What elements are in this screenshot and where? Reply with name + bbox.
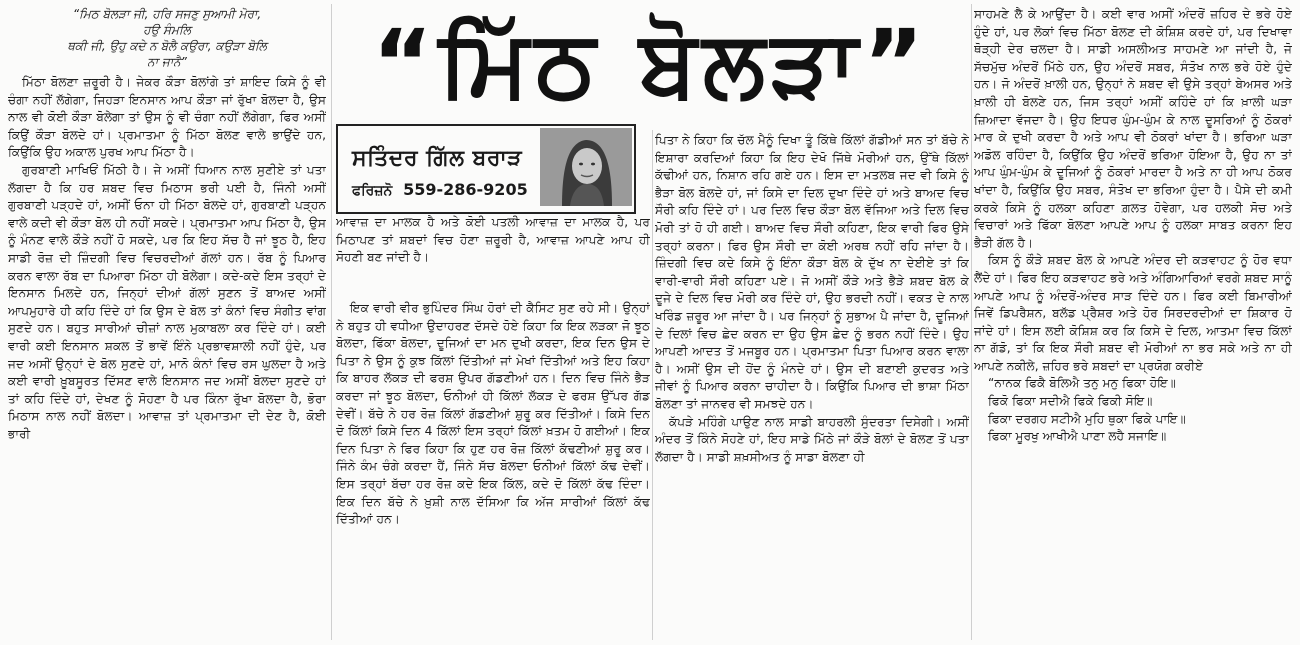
- verse-line: “ਨਾਨਕ ਫਿਕੈ ਬੋਲਿਐ ਤਨੁ ਮਨੁ ਫਿਕਾ ਹੋਇ॥: [988, 376, 1177, 391]
- quote-line: ਨਾ ਜਾਨੈ”: [147, 55, 187, 69]
- verse-line: ਫਿਕਾ ਮੂਰਖੁ ਆਖੀਐ ਪਾਣਾ ਲਹੈ ਸਜਾਇ॥: [988, 429, 1167, 444]
- article-column-1: [8, 6, 326, 642]
- quote-line: ਥਕੀ ਜੀ, ਉਹੁ ਕਦੇ ਨ ਬੋਲੈ ਕਉਰਾ, ਕਉੜਾ ਬੋਲਿ: [67, 39, 267, 53]
- author-photo: [540, 128, 632, 206]
- paragraph: ਮਿੱਠਾ ਬੋਲਣਾ ਜ਼ਰੂਰੀ ਹੈ। ਜੇਕਰ ਕੌੜਾ ਬੋਲਾਂਗੇ ਤਾਂ ਸ਼ਾਇਦ ਕਿਸੇ ਨੂੰ ਵੀ ਚੰਗਾ ਨਹੀਂ ਲੱਗੇਗਾ, ਜਿਹੜਾ ਇਨਸਾਨ ਆਪ ਕੌੜਾ ਜਾਂ ਰੁੱਖਾ ਬੋਲਦਾ ਹੈ, ਉਸ ਨਾਲ ਵੀ ਕੋਈ ਕੌੜਾ ਬੋਲੇਗਾ ਤਾਂ ਉਸ ਨੂੰ ਵੀ ਚੰਗਾ ਨਹੀਂ ਲੱਗੇਗਾ, ਫਿਰ ਅਸੀਂ ਕਿਉਂ ਕੌੜਾ ਬੋਲਦੇ ਹਾਂ। ਪ੍ਰਮਾਤਮਾ ਨੂੰ ਮਿੱਠਾ ਬੋਲਣ ਵਾਲੇ ਭਾਉਂਦੇ ਹਨ, ਕਿਉਂਕਿ ਉਹ ਅਕਾਲ ਪੁਰਖ ਆਪ ਮਿੱਠਾ ਹੈ।: [8, 75, 326, 160]
- author-byline-box: [336, 124, 636, 214]
- author-name: ਸਤਿੰਦਰ ਗਿੱਲ ਬਰਾੜ: [352, 146, 523, 171]
- paragraph: ਸਾਹਮਣੇ ਲੈ ਕੇ ਆਉਂਦਾ ਹੈ। ਕਈ ਵਾਰ ਅਸੀਂ ਅੰਦਰੋਂ ਜ਼ਹਿਰ ਦੇ ਭਰੇ ਹੋਏ ਹੁੰਦੇ ਹਾਂ, ਪਰ ਲੋਕਾਂ ਵਿਚ ਮਿੱਠਾ ਬੋਲਣ ਦੀ ਕੋਸ਼ਿਸ਼ ਕਰਦੇ ਹਾਂ, ਪਰ ਦਿਖਾਵਾ ਥੋੜ੍ਹੀ ਦੇਰ ਚਲਦਾ ਹੈ। ਸਾਡੀ ਅਸਲੀਅਤ ਸਾਹਮਣੇ ਆ ਜਾਂਦੀ ਹੈ, ਜੋ ਸੱਚਮੁੱਚ ਅੰਦਰੋਂ ਮਿੱਠੇ ਹਨ, ਉਹ ਅੰਦਰੋਂ ਸਬਰ, ਸੰਤੋਖ ਨਾਲ ਭਰੇ ਹੋਏ ਹੁੰਦੇ ਹਨ। ਜੋ ਅੰਦਰੋਂ ਖ਼ਾਲੀ ਹਨ, ਉਨ੍ਹਾਂ ਨੇ ਸ਼ਬਦ ਵੀ ਉਸੇ ਤਰ੍ਹਾਂ ਬੇਅਸਰ ਅਤੇ ਖ਼ਾਲੀ ਹੀ ਬੋਲਣੇ ਹਨ, ਜਿਸ ਤਰ੍ਹਾਂ ਅਸੀਂ ਕਹਿੰਦੇ ਹਾਂ ਕਿ ਖ਼ਾਲੀ ਘੜਾ ਜ਼ਿਆਦਾ ਵੱਜਦਾ ਹੈ। ਉਹ ਇਧਰ ਘੁੰਮ-ਘੁੰਮ ਕੇ ਨਾਲ ਦੂਸਰਿਆਂ ਨੂੰ ਠੋਕਰਾਂ ਮਾਰ ਕੇ ਦੁਖੀ ਕਰਦਾ ਹੈ ਅਤੇ ਆਪ ਵੀ ਠੋਕਰਾਂ ਖਾਂਦਾ ਹੈ। ਭਰਿਆ ਘੜਾ ਅਡੋਲ ਰਹਿੰਦਾ ਹੈ, ਕਿਉਂਕਿ ਉਹ ਅੰਦਰੋਂ ਭਰਿਆ ਹੋਇਆ ਹੈ, ਉਹ ਨਾ ਤਾਂ ਆਪ ਘੁੰਮ-ਘੁੰਮ ਕੇ ਦੂਜਿਆਂ ਨੂੰ ਠੋਕਰਾਂ ਮਾਰਦਾ ਹੈ ਅਤੇ ਨਾ ਹੀ ਆਪ ਠੋਕਰ ਖਾਂਦਾ ਹੈ, ਕਿਉਂਕਿ ਉਹ ਸਬਰ, ਸੰਤੋਖ ਦਾ ਭਰਿਆ ਹੁੰਦਾ ਹੈ। ਪੈਸੇ ਦੀ ਕਮੀ ਕਰਕੇ ਕਿਸੇ ਨੂੰ ਹਲਕਾ ਕਹਿਣਾ ਗ਼ਲਤ ਹੋਵੇਗਾ, ਪਰ ਹਲਕੀ ਸੋਚ ਅਤੇ ਵਿਚਾਰਾਂ ਅਤੇ ਫਿੱਕਾ ਬੋਲਣਾ ਆਪਣੇ ਆਪ ਨੂੰ ਹਲਕਾ ਸਾਬਤ ਕਰਨਾ ਇਹ ਭੈੜੀ ਗੱਲ ਹੈ।: [974, 7, 1292, 250]
- article-column-2: [336, 300, 650, 640]
- column-divider: [652, 130, 653, 640]
- column-divider: [331, 4, 332, 640]
- author-contact: [352, 180, 528, 199]
- quote-line: ਹਉ ਸੰਮਲਿ: [143, 23, 191, 37]
- opening-quote: [8, 6, 326, 70]
- paragraph: ਕੱਪੜੇ ਮਹਿੰਗੇ ਪਾਉਣ ਨਾਲ ਸਾਡੀ ਬਾਹਰਲੀ ਸੁੰਦਰਤਾ ਦਿਸੇਗੀ। ਅਸੀਂ ਅੰਦਰ ਤੋਂ ਕਿੰਨੇ ਸੋਹਣੇ ਹਾਂ, ਇਹ ਸਾਡੇ ਮਿੱਠੇ ਜਾਂ ਕੌੜੇ ਬੋਲਾਂ ਦੇ ਬੋਲਣ ਤੋਂ ਪਤਾ ਲੱਗਦਾ ਹੈ। ਸਾਡੀ ਸ਼ਖ਼ਸੀਅਤ ਨੂੰ ਸਾਡਾ ਬੋਲਣਾ ਹੀ: [655, 414, 969, 464]
- article-column-4: [974, 6, 1292, 642]
- paragraph: ਪਿਤਾ ਨੇ ਕਿਹਾ ਕਿ ਚੱਲ ਮੈਨੂੰ ਦਿਖਾ ਤੂੰ ਕਿੱਥੇ ਕਿੱਲਾਂ ਗੱਡੀਆਂ ਸਨ ਤਾਂ ਬੱਚੇ ਨੇ ਇਸ਼ਾਰਾ ਕਰਦਿਆਂ ਕਿਹਾ ਕਿ ਇਹ ਦੇਖੋ ਜਿੱਥੇ ਮੋਰੀਆਂ ਹਨ, ਉੱਥੇ ਕਿੱਲਾਂ ਕੱਢੀਆਂ ਹਨ, ਨਿਸ਼ਾਨ ਰਹਿ ਗਏ ਹਨ। ਇਸ ਦਾ ਮਤਲਬ ਜਦ ਵੀ ਕਿਸੇ ਨੂੰ ਭੈੜਾ ਬੋਲ ਬੋਲਦੇ ਹਾਂ, ਜਾਂ ਕਿਸੇ ਦਾ ਦਿਲ ਦੁਖਾ ਦਿੰਦੇ ਹਾਂ ਅਤੇ ਬਾਅਦ ਵਿਚ ਸੌਰੀ ਕਹਿ ਦਿੰਦੇ ਹਾਂ। ਪਰ ਦਿਲ ਵਿਚ ਕੌੜਾ ਬੋਲ ਵੱਜਿਆ ਅਤੇ ਦਿਲ ਵਿਚ ਮੋਰੀ ਤਾਂ ਹੋ ਹੀ ਗਈ। ਬਾਅਦ ਵਿਚ ਸੌਰੀ ਕਹਿਣਾ, ਇਕ ਵਾਰੀ ਫਿਰ ਉਸੇ ਤਰ੍ਹਾਂ ਕਰਨਾ। ਫਿਰ ਉਸ ਸੌਰੀ ਦਾ ਕੋਈ ਅਰਥ ਨਹੀਂ ਰਹਿ ਜਾਂਦਾ ਹੈ। ਜ਼ਿੰਦਗੀ ਵਿਚ ਕਦੇ ਕਿਸੇ ਨੂੰ ਇੰਨਾ ਕੌੜਾ ਬੋਲ ਕੇ ਦੁੱਖ ਨਾ ਦੇਈਏ ਤਾਂ ਕਿ ਵਾਰੀ-ਵਾਰੀ ਸੌਰੀ ਕਹਿਣਾ ਪਏ। ਜੋ ਅਸੀਂ ਕੌੜੇ ਅਤੇ ਭੈੜੇ ਸ਼ਬਦ ਬੋਲ ਕੇ ਦੂਜੇ ਦੇ ਦਿਲ ਵਿਚ ਮੋਰੀ ਕਰ ਦਿੰਦੇ ਹਾਂ, ਉਹ ਭਰਦੀ ਨਹੀਂ। ਵਕਤ ਦੇ ਨਾਲ ਖਰਿੰਡ ਜ਼ਰੂਰ ਆ ਜਾਂਦਾ ਹੈ। ਪਰ ਜਿਨ੍ਹਾਂ ਨੂੰ ਸੁਭਾਅ ਪੈ ਜਾਂਦਾ ਹੈ, ਦੂਜਿਆਂ ਦੇ ਦਿਲਾਂ ਵਿਚ ਛੇਦ ਕਰਨ ਦਾ ਉਹ ਉਸ ਛੇਦ ਨੂੰ ਭਰਨ ਨਹੀਂ ਦਿੰਦੇ। ਉਹ ਆਪਣੀ ਆਦਤ ਤੋਂ ਮਜਬੂਰ ਹਨ। ਪ੍ਰਮਾਤਮਾ ਪਿਤਾ ਪਿਆਰ ਕਰਨ ਵਾਲਾ ਹੈ। ਅਸੀਂ ਉਸ ਦੀ ਹੋਂਦ ਨੂੰ ਮੰਨਦੇ ਹਾਂ। ਉਸ ਦੀ ਬਣਾਈ ਕੁਦਰਤ ਅਤੇ ਜੀਵਾਂ ਨੂੰ ਪਿਆਰ ਕਰਨਾ ਚਾਹੀਦਾ ਹੈ। ਕਿਉਂਕਿ ਪਿਆਰ ਦੀ ਭਾਸ਼ਾ ਮਿੱਠਾ ਬੋਲਣਾ ਤਾਂ ਜਾਨਵਰ ਵੀ ਸਮਝਦੇ ਹਨ।: [655, 133, 969, 411]
- article-column-2-top: [336, 214, 650, 296]
- article-column-3: [655, 132, 969, 642]
- closing-verse: [974, 375, 1292, 445]
- verse-line: ਫਿਕਾ ਦਰਗਹ ਸਟੀਐ ਮੁਹਿ ਥੁਕਾ ਫਿਕੇ ਪਾਇ॥: [988, 411, 1186, 426]
- paragraph: ਆਵਾਜ਼ ਦਾ ਮਾਲਕ ਹੈ ਅਤੇ ਕੋਈ ਪਤਲੀ ਆਵਾਜ਼ ਦਾ ਮਾਲਕ ਹੈ, ਪਰ ਮਿਠਾਪਣ ਤਾਂ ਸ਼ਬਦਾਂ ਵਿਚ ਹੋਣਾ ਜ਼ਰੂਰੀ ਹੈ, ਆਵਾਜ਼ ਆਪਣੇ ਆਪ ਹੀ ਸੋਹਣੀ ਬਣ ਜਾਂਦੀ ਹੈ।: [336, 215, 650, 265]
- paragraph: ਗੁਰਬਾਣੀ ਮਾਖਿਓਂ ਮਿੱਠੀ ਹੈ। ਜੇ ਅਸੀਂ ਧਿਆਨ ਨਾਲ ਸੁਣੀਏ ਤਾਂ ਪਤਾ ਲੱਗਦਾ ਹੈ ਕਿ ਹਰ ਸ਼ਬਦ ਵਿਚ ਮਿਠਾਸ ਭਰੀ ਪਈ ਹੈ, ਜਿੰਨੀ ਅਸੀਂ ਗੁਰਬਾਣੀ ਪੜ੍ਹਦੇ ਹਾਂ, ਅਸੀਂ ਓਨਾ ਹੀ ਮਿੱਠਾ ਬੋਲਦੇ ਹਾਂ, ਗੁਰਬਾਣੀ ਪੜ੍ਹਨ ਵਾਲੇ ਕਦੀ ਵੀ ਕੌੜਾ ਬੋਲ ਹੀ ਨਹੀਂ ਸਕਦੇ। ਪ੍ਰਮਾਤਮਾ ਆਪ ਮਿੱਠਾ ਹੈ, ਉਸ ਨੂੰ ਮੰਨਣ ਵਾਲੇ ਕੌੜੇ ਨਹੀਂ ਹੋ ਸਕਦੇ, ਪਰ ਕਿ ਇਹ ਸੱਚ ਹੈ ਜਾਂ ਝੂਠ ਹੈ, ਇਹ ਸਾਡੀ ਰੋਜ਼ ਦੀ ਜ਼ਿੰਦਗੀ ਵਿਚ ਵਿਚਰਦੀਆਂ ਗੱਲਾਂ ਹਨ। ਰੱਬ ਨੂੰ ਪਿਆਰ ਕਰਨ ਵਾਲਾ ਰੱਬ ਦਾ ਪਿਆਰਾ ਮਿੱਠਾ ਹੀ ਬੋਲੇਗਾ। ਕਦੇ-ਕਦੇ ਇਸ ਤਰ੍ਹਾਂ ਦੇ ਇਨਸਾਨ ਮਿਲਦੇ ਹਨ, ਜਿਨ੍ਹਾਂ ਦੀਆਂ ਗੱਲਾਂ ਸੁਣਨ ਤੋਂ ਬਾਅਦ ਅਸੀਂ ਆਪਮੁਹਾਰੇ ਹੀ ਕਹਿ ਦਿੰਦੇ ਹਾਂ ਕਿ ਉਸ ਦੇ ਬੋਲ ਤਾਂ ਕੰਨਾਂ ਵਿਚ ਸੰਗੀਤ ਵਾਂਗ ਸੁਣਦੇ ਹਨ। ਬਹੁਤ ਸਾਰੀਆਂ ਚੀਜ਼ਾਂ ਨਾਲ ਮੁਕਾਬਲਾ ਕਰ ਦਿੰਦੇ ਹਾਂ। ਕਈ ਵਾਰੀ ਕਈ ਇਨਸਾਨ ਸ਼ਕਲ ਤੋਂ ਭਾਵੇਂ ਇੰਨੇ ਪ੍ਰਭਾਵਸ਼ਾਲੀ ਨਹੀਂ ਹੁੰਦੇ, ਪਰ ਜਦ ਅਸੀਂ ਉਨ੍ਹਾਂ ਦੇ ਬੋਲ ਸੁਣਦੇ ਹਾਂ, ਮਾਨੋ ਕੰਨਾਂ ਵਿਚ ਰਸ ਘੁਲਦਾ ਹੈ ਅਤੇ ਕਈ ਵਾਰੀ ਖ਼ੂਬਸੂਰਤ ਦਿੱਸਣ ਵਾਲੇ ਇਨਸਾਨ ਜਦ ਅਸੀਂ ਬੋਲਦਾ ਸੁਣਦੇ ਹਾਂ ਤਾਂ ਕਹਿ ਦਿੰਦੇ ਹਾਂ, ਦੇਖਣ ਨੂੰ ਸੋਹਣਾ ਹੈ ਪਰ ਕਿੰਨਾ ਰੁੱਖਾ ਬੋਲਦਾ ਹੈ, ਭੋਰਾ ਮਿਠਾਸ ਨਾਲ ਨਹੀਂ ਬੋਲਦਾ। ਆਵਾਜ਼ ਤਾਂ ਪ੍ਰਮਾਤਮਾ ਦੀ ਦੇਣ ਹੈ, ਕੋਈ ਭਾਰੀ: [8, 162, 326, 441]
- author-location: ਫਰਿਜ਼ਨੋ: [352, 183, 393, 199]
- author-phone: 559-286-9205: [403, 180, 528, 199]
- paragraph: ਕਿਸ ਨੂੰ ਕੌੜੇ ਸ਼ਬਦ ਬੋਲ ਕੇ ਆਪਣੇ ਅੰਦਰ ਦੀ ਕੜਵਾਹਟ ਨੂੰ ਹੋਰ ਵਧਾ ਲੈਂਦੇ ਹਾਂ। ਫਿਰ ਇਹ ਕੜਵਾਹਟ ਭਰੇ ਅਤੇ ਅੰਗਿਆਰਿਆਂ ਵਰਗੇ ਸ਼ਬਦ ਸਾਨੂੰ ਆਪਣੇ ਆਪ ਨੂੰ ਅੰਦਰੋਂ-ਅੰਦਰ ਸਾੜ ਦਿੰਦੇ ਹਨ। ਫਿਰ ਕਈ ਬਿਮਾਰੀਆਂ ਜਿਵੇਂ ਡਿਪਰੈਸ਼ਨ, ਬਲੱਡ ਪ੍ਰੈਸ਼ਰ ਅਤੇ ਹੋਰ ਸਿਰਦਰਦੀਆਂ ਦਾ ਸ਼ਿਕਾਰ ਹੋ ਜਾਂਦੇ ਹਾਂ। ਇਸ ਲਈ ਕੋਸ਼ਿਸ਼ ਕਰ ਕਿ ਕਿਸੇ ਦੇ ਦਿਲ, ਆਤਮਾ ਵਿਚ ਕਿੱਲਾਂ ਨਾ ਗੱਡੋ, ਤਾਂ ਕਿ ਇਕ ਸੌਰੀ ਸ਼ਬਦ ਵੀ ਮੋਰੀਆਂ ਨਾ ਭਰ ਸਕੇ ਅਤੇ ਨਾ ਹੀ ਆਪਣੇ ਨਕੀਲੇ, ਜ਼ਹਿਰ ਭਰੇ ਸ਼ਬਦਾਂ ਦਾ ਪ੍ਰਯੋਗ ਕਰੀਏ: [974, 253, 1292, 373]
- article-headline: “ਮਿੱਠ ਬੋਲੜਾ”: [372, 9, 930, 117]
- quote-line: “ਮਿਠ ਬੋਲੜਾ ਜੀ, ਹਰਿ ਸਜਣੁ ਸੁਆਮੀ ਮੋਰਾ,: [72, 7, 262, 21]
- paragraph: ਇਕ ਵਾਰੀ ਵੀਰ ਭੁਪਿੰਦਰ ਸਿੰਘ ਹੋਰਾਂ ਦੀ ਕੈਸਿਟ ਸੁਣ ਰਹੇ ਸੀ। ਉਨ੍ਹਾਂ ਨੇ ਬਹੁਤ ਹੀ ਵਧੀਆ ਉਦਾਹਰਣ ਦੱਸਦੇ ਹੋਏ ਕਿਹਾ ਕਿ ਇਕ ਲੜਕਾ ਜੋ ਝੂਠ ਬੋਲਦਾ, ਫਿੱਕਾ ਬੋਲਦਾ, ਦੂਜਿਆਂ ਦਾ ਮਨ ਦੁਖੀ ਕਰਦਾ, ਇਕ ਦਿਨ ਉਸ ਦੇ ਪਿਤਾ ਨੇ ਉਸ ਨੂੰ ਕੁਝ ਕਿੱਲਾਂ ਦਿੱਤੀਆਂ ਜਾਂ ਮੇਖਾਂ ਦਿੱਤੀਆਂ ਅਤੇ ਇਹ ਕਿਹਾ ਕਿ ਬਾਹਰ ਲੱਕੜ ਦੀ ਫਰਸ਼ ਉਪਰ ਗੱਡਣੀਆਂ ਹਨ। ਦਿਨ ਵਿਚ ਜਿੰਨੇ ਭੈੜ ਕਰਦਾ ਜਾਂ ਝੂਠ ਬੋਲਦਾ, ਓਨੀਆਂ ਹੀ ਕਿੱਲਾਂ ਲੱਕੜ ਦੇ ਫਰਸ਼ ਉੱਪਰ ਗੱਡ ਦੇਵੀਂ। ਬੱਚੇ ਨੇ ਹਰ ਰੋਜ਼ ਕਿੱਲਾਂ ਗੱਡਣੀਆਂ ਸ਼ੁਰੂ ਕਰ ਦਿੱਤੀਆਂ। ਕਿਸੇ ਦਿਨ ਦੋ ਕਿੱਲਾਂ ਕਿਸੇ ਦਿਨ 4 ਕਿੱਲਾਂ ਇਸ ਤਰ੍ਹਾਂ ਕਿੱਲਾਂ ਖ਼ਤਮ ਹੋ ਗਈਆਂ। ਇਕ ਦਿਨ ਪਿਤਾ ਨੇ ਫਿਰ ਕਿਹਾ ਕਿ ਹੁਣ ਹਰ ਰੋਜ਼ ਕਿੱਲਾਂ ਕੱਢਣੀਆਂ ਸ਼ੁਰੂ ਕਰ। ਜਿੰਨੇ ਕੰਮ ਚੰਗੇ ਕਰਦਾ ਹੈਂ, ਜਿੰਨੇ ਸੱਚ ਬੋਲਦਾ ਓਨੀਆਂ ਕਿੱਲਾਂ ਕੱਢ ਦੇਵੀਂ। ਇਸ ਤਰ੍ਹਾਂ ਬੱਚਾ ਹਰ ਰੋਜ਼ ਕਦੇ ਇਕ ਕਿੱਲ, ਕਦੇ ਦੋ ਕਿੱਲਾਂ ਕੱਢ ਦਿੰਦਾ। ਇਕ ਦਿਨ ਬੱਚੇ ਨੇ ਖ਼ੁਸ਼ੀ ਨਾਲ ਦੱਸਿਆ ਕਿ ਅੱਜ ਸਾਰੀਆਂ ਕਿੱਲਾਂ ਕੱਢ ਦਿੱਤੀਆਂ ਹਨ।: [336, 301, 650, 527]
- author-photo-image: [540, 128, 632, 206]
- column-divider: [971, 4, 972, 640]
- verse-line: ਫਿਕੋ ਫਿਕਾ ਸਦੀਐ ਫਿਕੇ ਫਿਕੀ ਸੋਇ॥: [988, 394, 1153, 409]
